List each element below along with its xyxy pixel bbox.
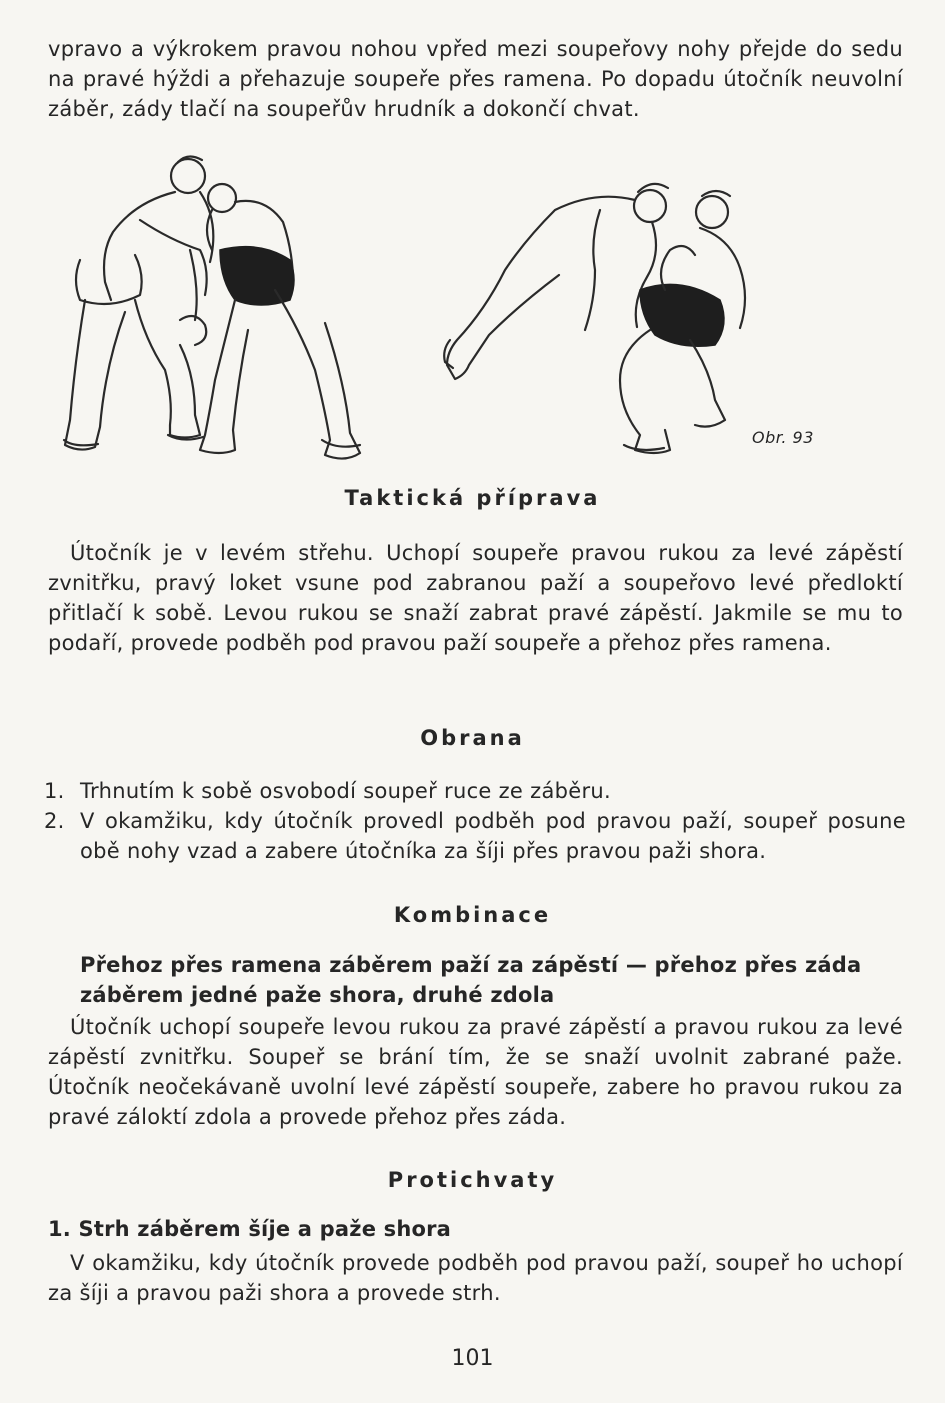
list-item-number: 2. bbox=[44, 809, 65, 833]
figure bbox=[40, 140, 860, 470]
heading-counter: Protichvaty bbox=[387, 1168, 558, 1192]
tactical-paragraph: Útočník je v levém střehu. Uchopí soupeře pravou rukou za levé zápěstí zvnitřku, pravý loket vsune pod zabranou paží a soupeřovo levé předloktí přitlačí k sobě. Levou rukou se snaží zabrat pravé zápěstí. Jakmile se mu to podaří, provede podběh pod pravou paží soupeře a přehoz přes ramena. bbox=[48, 541, 903, 655]
figure-caption: Obr. 93 bbox=[752, 428, 814, 447]
combination-subheading: Přehoz přes ramena záběrem paží za zápěstí — přehoz přes záda záběrem jedné paže shora, druhé zdola bbox=[80, 953, 862, 1007]
intro-paragraph: vpravo a výkrokem pravou nohou vpřed mezi soupeřovy nohy přejde do sedu na pravé hýždi a přehazuje soupeře přes ramena. Po dopadu útočník neuvolní záběr, zády tlačí na soupeřův hrudník a dokončí chvat. bbox=[48, 37, 903, 121]
defense-list bbox=[44, 776, 906, 866]
heading-tactical: Taktická příprava bbox=[344, 486, 601, 510]
list-item-text: V okamžiku, kdy útočník provedl podběh pod pravou paží, soupeř posune obě nohy vzad a zabere útočníka za šíji přes pravou paži shora. bbox=[80, 809, 906, 863]
list-item bbox=[44, 806, 906, 866]
heading-defense: Obrana bbox=[420, 726, 525, 750]
page-number: 101 bbox=[451, 1346, 494, 1371]
wrestling-illustration-icon bbox=[40, 140, 860, 470]
heading-combination: Kombinace bbox=[393, 903, 552, 927]
list-item-number: 1. bbox=[44, 779, 65, 803]
combination-paragraph: Útočník uchopí soupeře levou rukou za pravé zápěstí a pravou rukou za levé zápěstí zvnitřku. Soupeř se brání tím, že se snaží uvolnit zabrané paže. Útočník neočekávaně uvolní levé zápěstí soupeře, zabere ho pravou rukou za pravé záloktí zdola a provede přehoz přes záda. bbox=[48, 1015, 903, 1129]
list-item bbox=[44, 776, 906, 806]
list-item-text: Trhnutím k sobě osvobodí soupeř ruce ze záběru. bbox=[80, 779, 611, 803]
counter-paragraph: V okamžiku, kdy útočník provede podběh pod pravou paží, soupeř ho uchopí za šíji a pravou paži shora a provede strh. bbox=[48, 1251, 903, 1305]
counter-subheading: 1. Strh záběrem šíje a paže shora bbox=[48, 1217, 452, 1241]
